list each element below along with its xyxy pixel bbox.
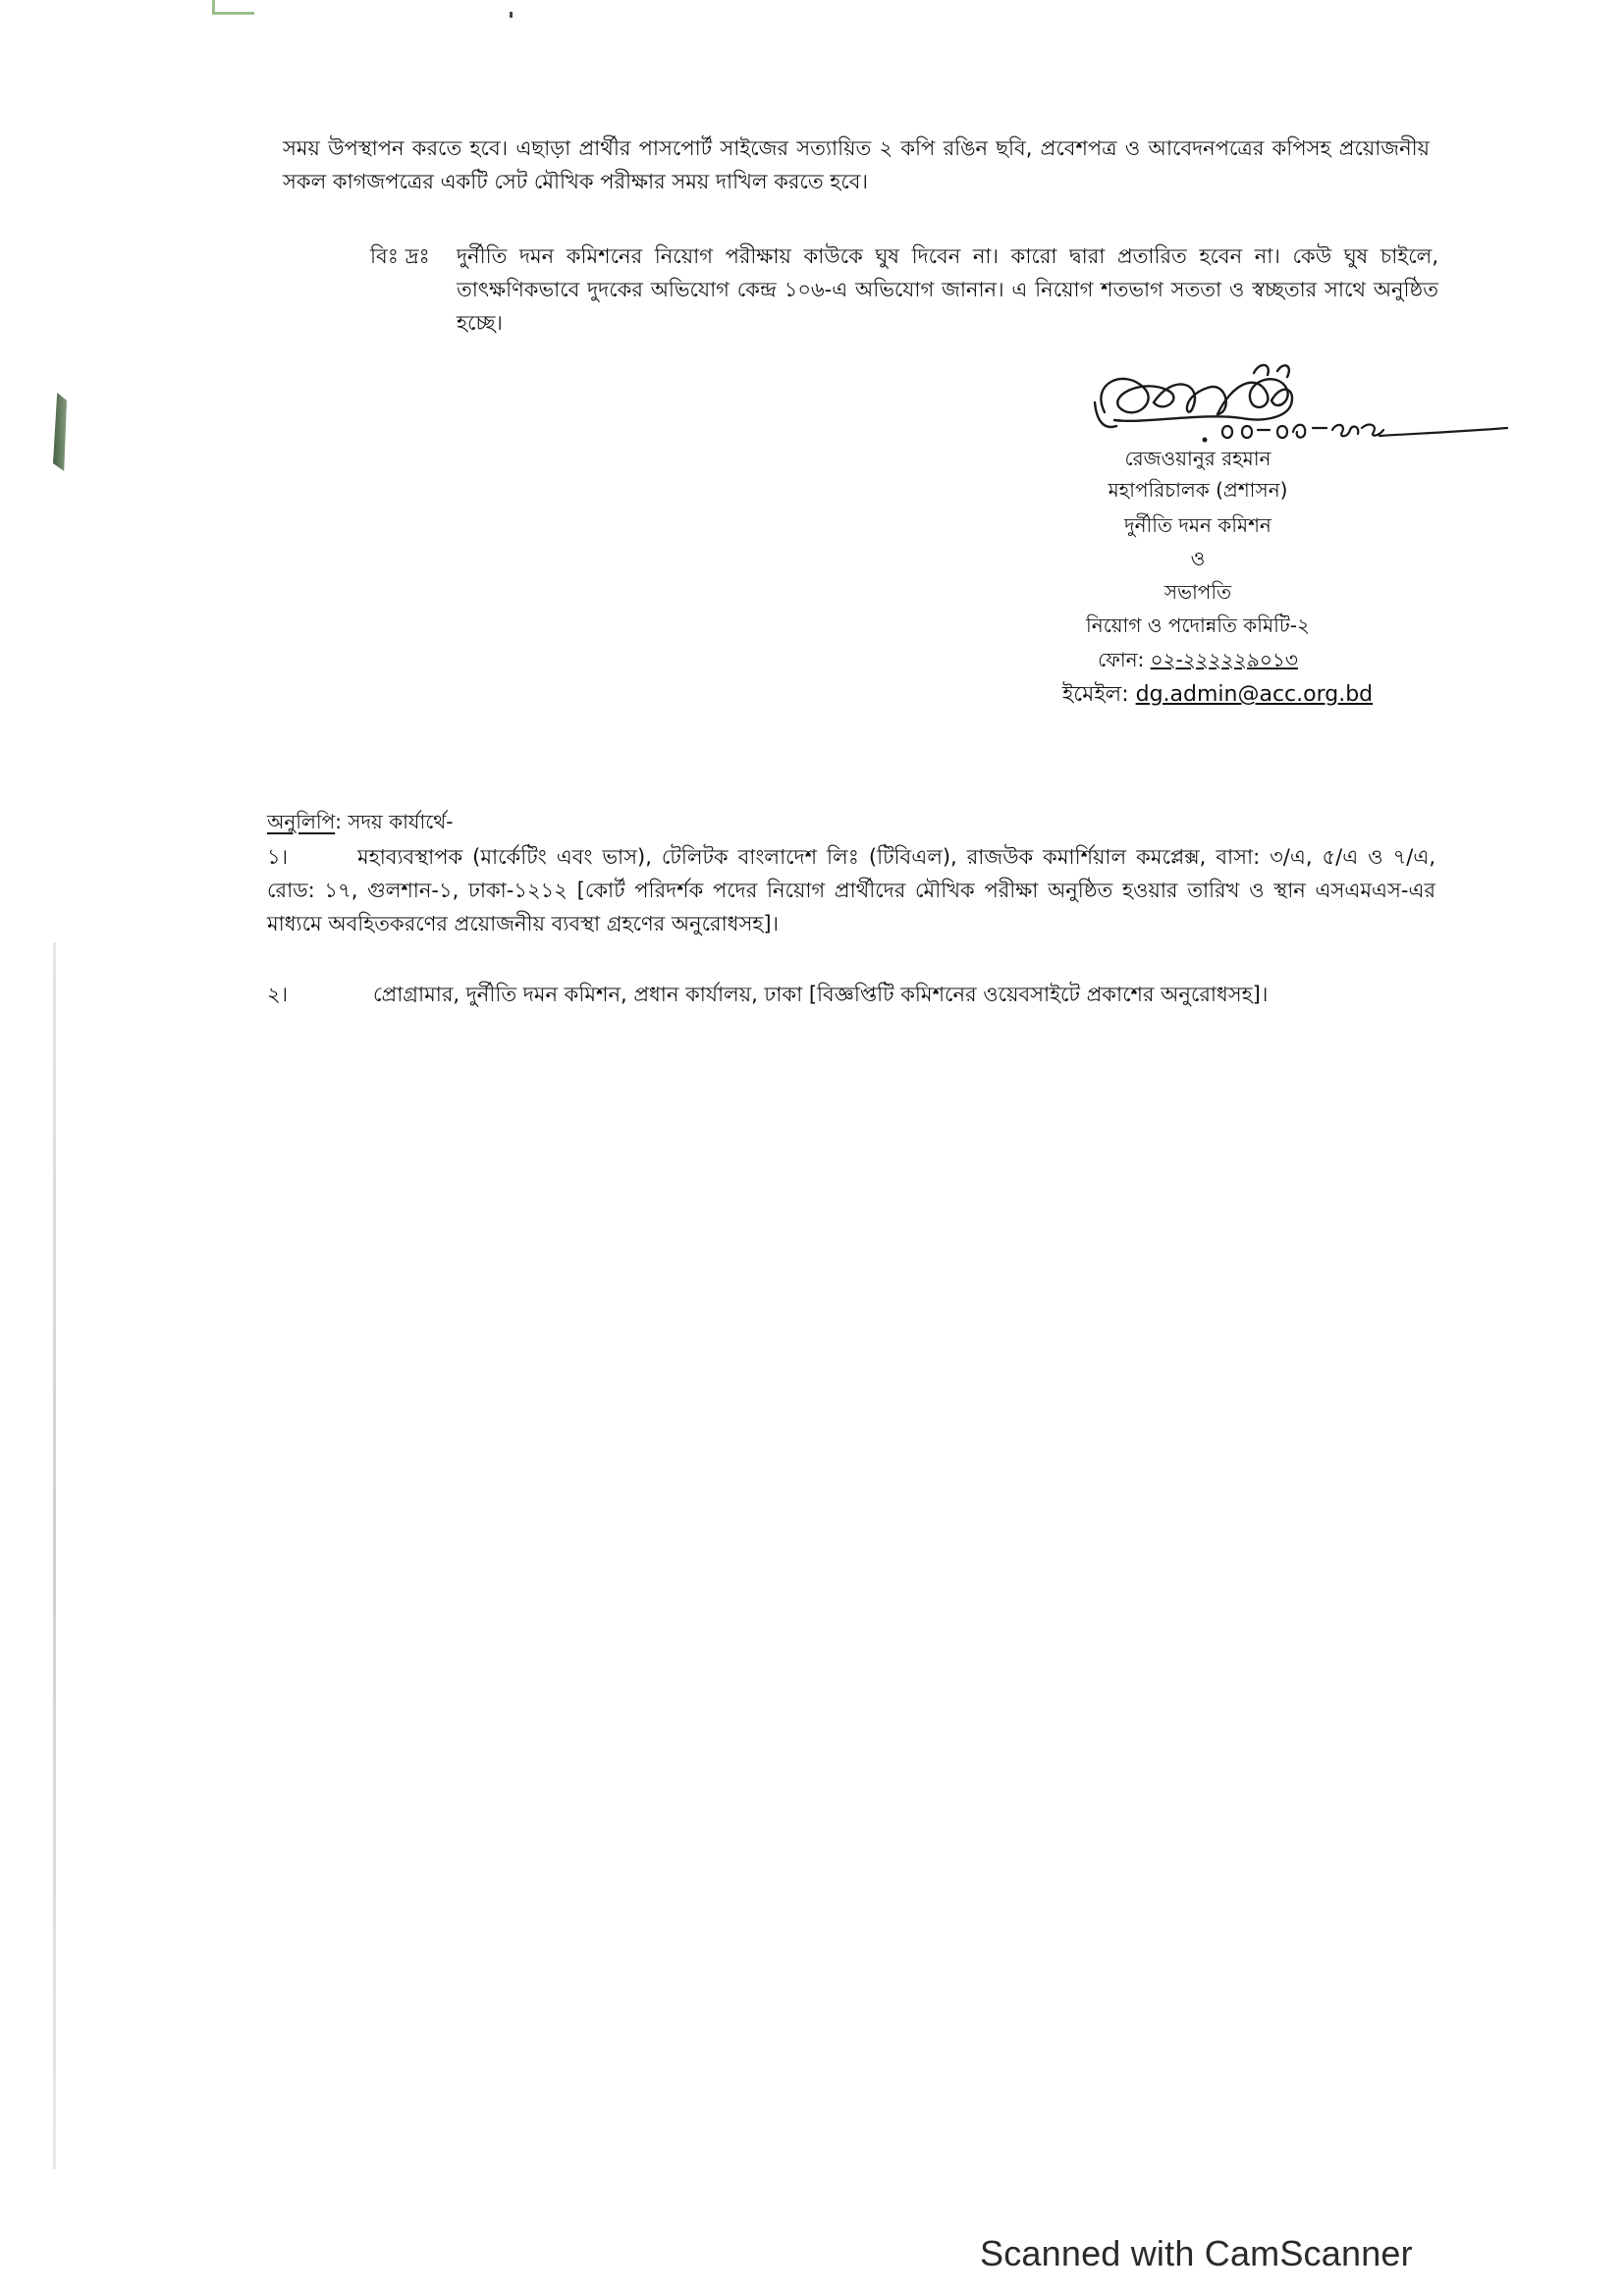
- signatory-committee: নিয়োগ ও পদোন্নতি কমিটি-২: [1086, 614, 1310, 637]
- copy-to-item-number: ১।: [267, 845, 289, 869]
- handwritten-signature: [1085, 353, 1517, 452]
- signatory-name: রেজওয়ানুর রহমান: [1124, 447, 1271, 470]
- signatory-phone: [982, 645, 1414, 674]
- copy-to-item: [267, 840, 1435, 940]
- copy-to-heading: [267, 807, 453, 836]
- scan-speck: [510, 12, 513, 18]
- copy-to-item-text: মহাব্যবস্থাপক (মার্কেটিং এবং ভাস), টেলিটক বাংলাদেশ লিঃ (টিবিএল), রাজউক কমার্শিয়াল কমপ্লেক্স, বাসা: ৩/এ, ৫/এ ও ৭/এ, রোড: ১৭, গুলশান-১, ঢাকা-১২১২ [কোর্ট পরিদর্শক পদের নিয়োগ প্রার্থীদের মৌখিক পরীক্ষা অনুষ্ঠিত হওয়ার তারিখ ও স্থান এসএমএস-এর মাধ্যমে অবহিতকরণের প্রয়োজনীয় ব্যবস্থা গ্রহণের অনুরোধসহ]।: [267, 845, 1435, 935]
- scan-corner-mark: [212, 0, 254, 15]
- signatory-conjunction: ও: [1190, 547, 1206, 570]
- paragraph-continuation: সময় উপস্থাপন করতে হবে। এছাড়া প্রার্থীর পাসপোর্ট সাইজের সত্যায়িত ২ কপি রঙিন ছবি, প্রবেশপত্র ও আবেদনপত্রের কপিসহ প্রয়োজনীয় সকল কাগজপত্রের একটি সেট মৌখিক পরীক্ষার সময় দাখিল করতে হবে।: [283, 136, 1430, 193]
- scan-left-edge: [53, 942, 56, 2169]
- note-label: বিঃ দ্রঃ: [370, 244, 430, 268]
- phone-label: ফোন:: [1098, 648, 1145, 671]
- scanner-watermark: Scanned with CamScanner: [980, 2233, 1413, 2273]
- signatory-organization: দুর্নীতি দমন কমিশন: [1124, 513, 1271, 537]
- copy-to-suffix: : সদয় কার্যার্থে-: [335, 810, 454, 833]
- copy-to-item-number: ২।: [267, 983, 289, 1006]
- signatory-title: মহাপরিচালক (প্রশাসন): [1108, 478, 1288, 502]
- copy-to-item: [267, 978, 1435, 1011]
- scan-edge-mark: [53, 393, 67, 471]
- signatory-email: [1001, 680, 1434, 710]
- email-label: ইমেইল:: [1061, 682, 1129, 707]
- email-link[interactable]: dg.admin@acc.org.bd: [1135, 682, 1374, 707]
- phone-number: ০২-২২২২২৯০১৩: [1150, 648, 1298, 671]
- copy-to-label: অনুলিপি: [267, 810, 336, 833]
- copy-to-item-text: প্রোগ্রামার, দুর্নীতি দমন কমিশন, প্রধান কার্যালয়, ঢাকা [বিজ্ঞপ্তিটি কমিশনের ওয়েবসাইটে প্রকাশের অনুরোধসহ]।: [373, 983, 1269, 1006]
- note-text: দুর্নীতি দমন কমিশনের নিয়োগ পরীক্ষায় কাউকে ঘুষ দিবেন না। কারো দ্বারা প্রতারিত হবেন না। কেউ ঘুষ চাইলে, তাৎক্ষণিকভাবে দুদকের অভিযোগ কেন্দ্র ১০৬-এ অভিযোগ জানান। এ নিয়োগ শতভাগ সততা ও স্বচ্ছতার সাথে অনুষ্ঠিত হচ্ছে।: [457, 244, 1438, 335]
- signatory-role: সভাপতি: [1163, 580, 1232, 604]
